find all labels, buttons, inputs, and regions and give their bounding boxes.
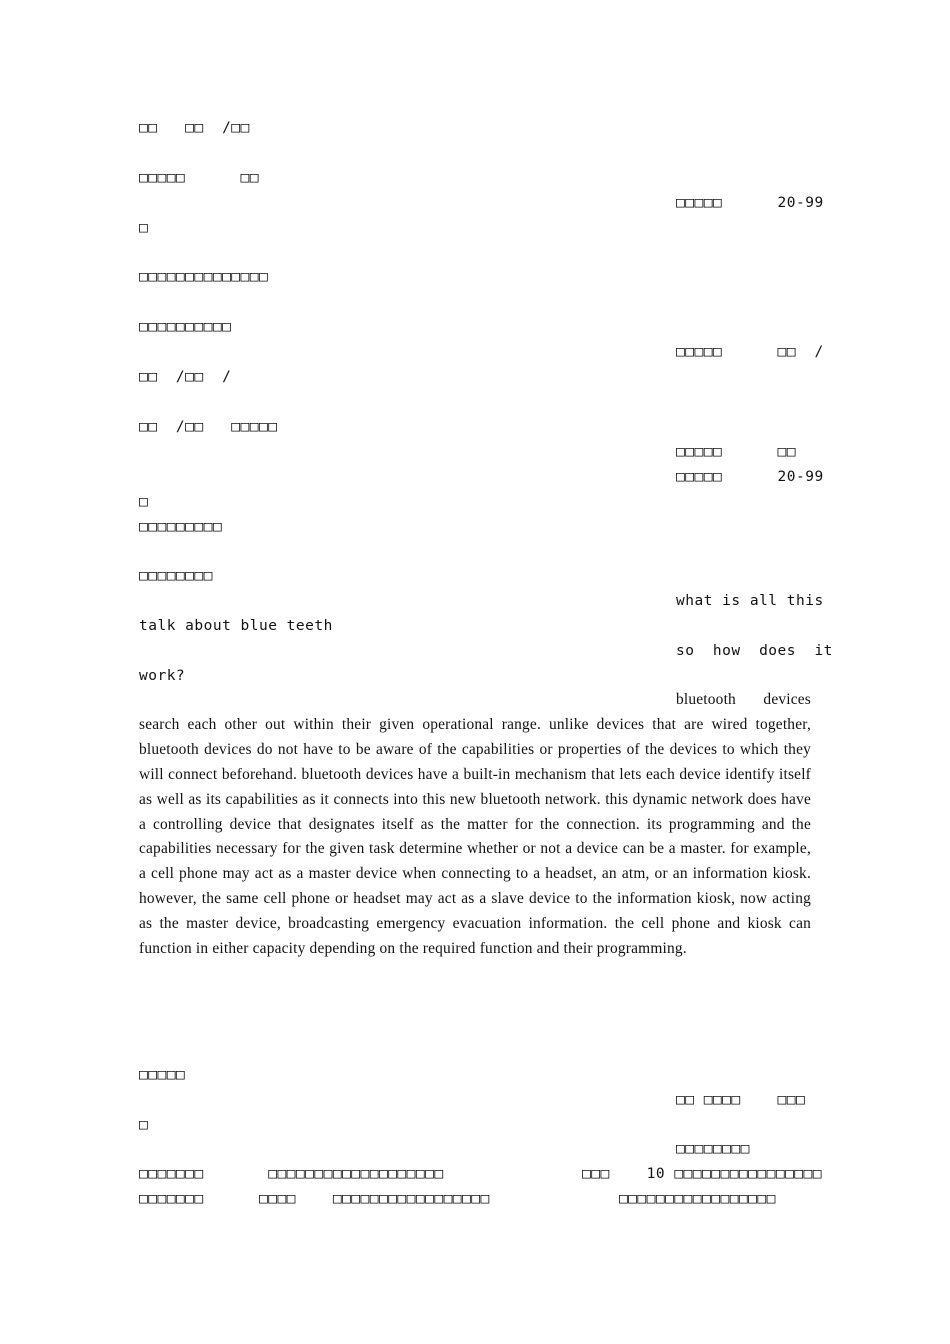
text-line: □□□□□ [139, 1067, 186, 1083]
text-line: □ [139, 1117, 149, 1133]
text-line: □□□□□□□□□□□□□□ [139, 269, 269, 285]
text-line-right: □□□□□ □□ / [676, 344, 824, 360]
text-line: □□□□□ □□ [139, 170, 259, 186]
text-line-right: □□□□□ □□ [676, 444, 796, 460]
text-line: □□□□□□□□ [139, 568, 213, 584]
text-line: □□ □□ /□□ [139, 120, 250, 136]
text-line-right: □□□□□ 20-99 [676, 469, 824, 485]
text-line: □□□□□□□ □□□□□□□□□□□□□□□□□□□ □□□ 10 □□□□□□□□□□□□□□□□ [139, 1166, 823, 1182]
text-line: □ [139, 220, 149, 236]
text-line-right: what is all this [676, 593, 824, 609]
text-line-right: □□□□□ 20-99 [676, 195, 824, 211]
text-line: □□ /□□ □□□□□ [139, 419, 278, 435]
text-line: □□□□□□□□□□ [139, 319, 232, 335]
text-line-right: □□□□□□□□ [676, 1141, 750, 1157]
text-line-right: so how does it [676, 643, 833, 659]
text-line: □□□□□□□ □□□□ □□□□□□□□□□□□□□□□□ □□□□□□□□□□□□□□□□□ [139, 1191, 776, 1207]
body-paragraph: bluetooth devices search each other out within their given operational range. unlike devices that are wired together, bluetooth devices do not have to be aware of the capabilities or properties of the devices to which they will connect beforehand. bluetooth devices have a built-in mechanism that lets each device identify itself as well as its capabilities as it connects into this new bluetooth network. this dynamic network does have a controlling device that designates itself as the matter for the connection. its programming and the capabilities necessary for the given task determine whether or not a device can be a master. for example, a cell phone may act as a master device when connecting to a headset, an atm, or an information kiosk. however, the same cell phone or headset may act as a slave device to the information kiosk, now acting as the master device, broadcasting emergency evacuation information. the cell phone and kiosk can function in either capacity depending on the required function and their programming. [139, 691, 811, 958]
text-line: □□ /□□ / [139, 369, 232, 385]
text-line: □ [139, 494, 149, 510]
text-line-right: □□ □□□□ □□□ [676, 1092, 806, 1108]
text-line: talk about blue teeth [139, 618, 333, 634]
text-line: work? [139, 668, 186, 684]
text-line: □□□□□□□□□ [139, 519, 223, 535]
